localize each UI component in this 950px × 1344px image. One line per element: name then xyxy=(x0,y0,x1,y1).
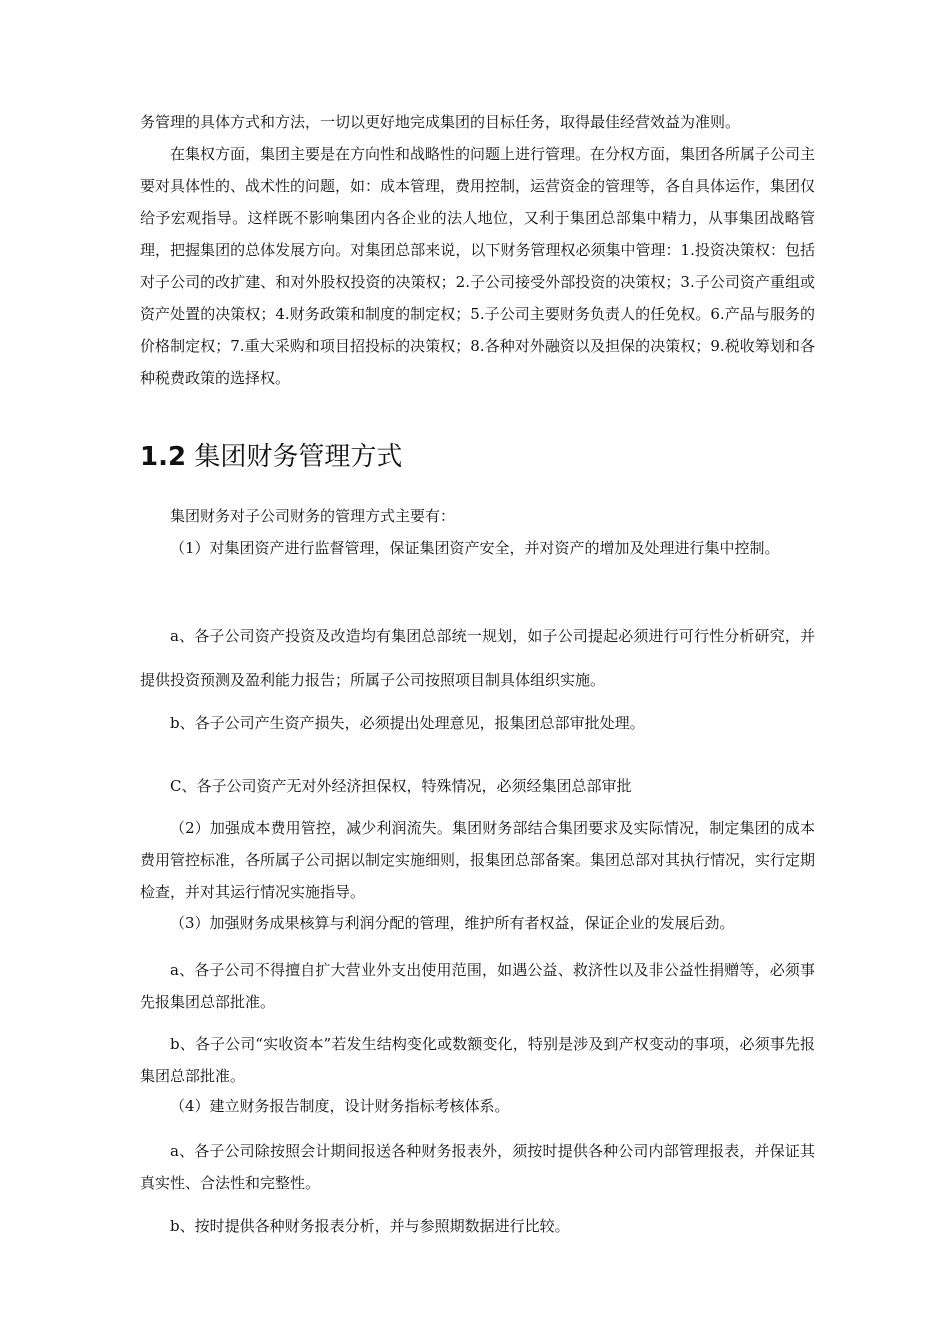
section-title: 集团财务管理方式 xyxy=(194,442,403,472)
list-item-4a: a、各子公司除按照会计期间报送各种财务报表外，须按时提供各种公司内部管理报表，并保证其真实性、合法性和完整性。 xyxy=(140,1142,815,1192)
list-item-1c: C、各子公司资产无对外经济担保权，特殊情况，必须经集团总部审批 xyxy=(170,777,632,795)
list-item-2: （2）加强成本费用管控，减少利润流失。集团财务部结合集团要求及实际情况，制定集团的成本费用管控标准，各所属子公司据以制定实施细则，报集团总部备案。集团总部对其执行情况，实行定期检查，并对其运行情况实施指导。 xyxy=(140,819,816,901)
list-item-3b: b、各子公司“实收资本”若发生结构变化或数额变化，特别是涉及到产权变动的事项，必须事先报集团总部批准。 xyxy=(140,1035,815,1085)
paragraph-intro: 集团财务对子公司财务的管理方式主要有： xyxy=(170,507,456,525)
list-item-1b: b、各子公司产生资产损失，必须提出处理意见，报集团总部审批处理。 xyxy=(170,714,645,732)
list-item-1a: a、各子公司资产投资及改造均有集团总部统一规划，如子公司提起必须进行可行性分析研究，并提供投资预测及盈利能力报告；所属子公司按照项目制具体组织实施。 xyxy=(140,627,815,689)
paragraph-centralization: 在集权方面，集团主要是在方向性和战略性的问题上进行管理。在分权方面，集团各所属子公司主要对具体性的、战术性的问题，如：成本管理，费用控制，运营资金的管理等，各自具体运作，集团仅给予宏观指导。这样既不影响集团内各企业的法人地位，又利于集团总部集中精力，从事集团战略管理，把握集团的总体发展方向。对集团总部来说，以下财务管理权必须集中管理：1.投资决策权：包括对子公司的改扩建、和对外股权投资的决策权；2.子公司接受外部投资的决策权；3.子公司资产重组或资产处置的决策权；4.财务政策和制度的制定权；5.子公司主要财务负责人的任免权。6.产品与服务的价格制定权；7.重大采购和项目招投标的决策权；8.各种对外融资以及担保的决策权；9.税收筹划和各种税费政策的选择权。 xyxy=(140,145,816,387)
list-item-4: （4）建立财务报告制度，设计财务指标考核体系。 xyxy=(170,1097,510,1115)
paragraph-continuation: 务管理的具体方式和方法，一切以更好地完成集团的目标任务，取得最佳经营效益为准则。 xyxy=(140,113,741,131)
list-item-1: （1）对集团资产进行监督管理，保证集团资产安全，并对资产的增加及处理进行集中控制。 xyxy=(170,539,780,557)
section-number: 1.2 xyxy=(140,442,187,472)
section-heading xyxy=(140,437,402,477)
list-item-4b: b、按时提供各种财务报表分析，并与参照期数据进行比较。 xyxy=(170,1217,570,1235)
list-item-3a: a、各子公司不得擅自扩大营业外支出使用范围，如遇公益、救济性以及非公益性捐赠等，必须事先报集团总部批准。 xyxy=(140,961,815,1011)
list-item-3: （3）加强财务成果核算与利润分配的管理，维护所有者权益，保证企业的发展后劲。 xyxy=(170,914,735,932)
